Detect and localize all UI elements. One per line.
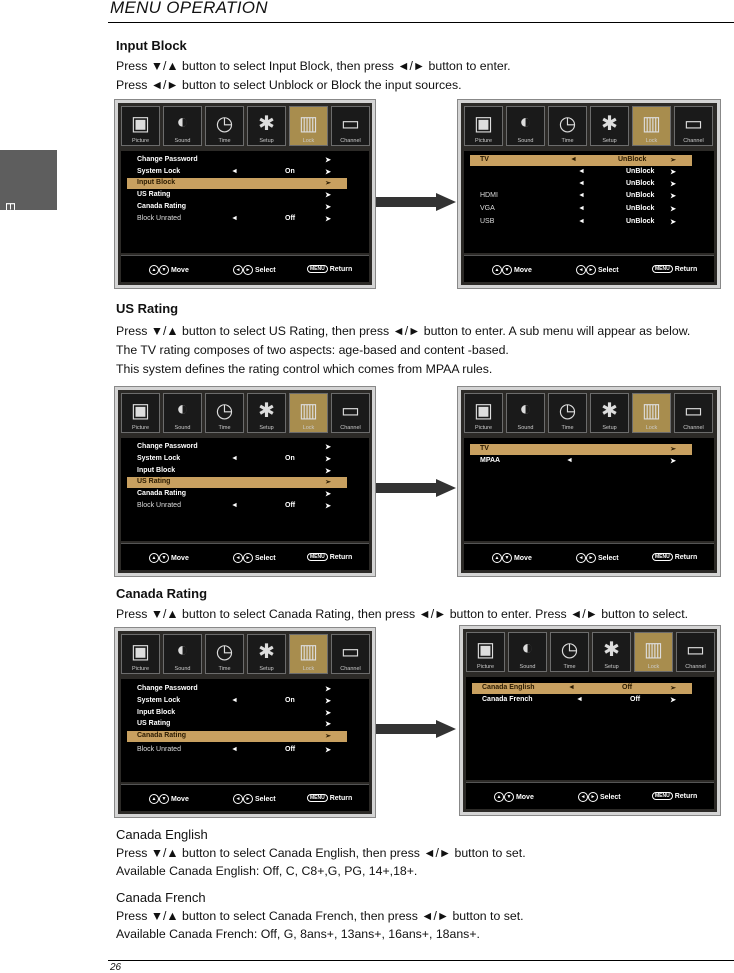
- menu-item-canada-rating[interactable]: Canada Rating ➤: [137, 203, 331, 211]
- flow-arrow-head: [436, 479, 456, 497]
- menu-help-bar: ▲ ▼ Move ◄ ► Select MENU Return: [466, 782, 714, 809]
- lock-menu-screen: [115, 387, 375, 576]
- source-row[interactable]: HDMI ◄ UnBlock ➤: [480, 192, 676, 200]
- source-row[interactable]: VGA ◄ UnBlock ➤: [480, 205, 676, 213]
- time-icon[interactable]: ◷ Time: [205, 634, 244, 674]
- input-block-text-1: Press ▼/▲ button to select Input Block, then press ◄/► button to enter.: [116, 59, 511, 73]
- sound-icon[interactable]: ◐ Sound: [163, 393, 202, 433]
- canada-rating-list: [466, 677, 714, 780]
- header-rule: [108, 22, 734, 23]
- us-rating-screen: [458, 387, 720, 576]
- sound-icon[interactable]: ◐ Sound: [506, 393, 545, 433]
- menu-item-canada-english[interactable]: Canada English ◄ Off ➢: [472, 683, 692, 694]
- time-icon[interactable]: ◷ Time: [548, 106, 587, 146]
- lock-menu-list: [121, 151, 369, 253]
- sound-icon[interactable]: ◐ Sound: [506, 106, 545, 146]
- source-row[interactable]: ◄ UnBlock ➤: [578, 168, 676, 176]
- menu-item-canada-rating[interactable]: Canada Rating ➢: [127, 731, 347, 742]
- source-row[interactable]: USB ◄ UnBlock ➤: [480, 218, 676, 226]
- menu-item-input-block[interactable]: Input Block ➤: [137, 709, 331, 717]
- menu-help-bar: ▲ ▼ Move ◄ ► Select MENU Return: [121, 543, 369, 570]
- menu-icon-bar: [121, 634, 369, 676]
- lock-icon[interactable]: ▥ Lock: [632, 393, 671, 433]
- picture-icon[interactable]: ▣ Picture: [121, 634, 160, 674]
- section-title-canada-rating: Canada Rating: [116, 586, 208, 601]
- lock-menu-list: [121, 679, 369, 782]
- section-title-input-block: Input Block: [116, 38, 187, 53]
- flow-arrow-head: [436, 193, 456, 211]
- menu-item-block-unrated[interactable]: Block Unrated ◄ Off ➤: [137, 215, 331, 223]
- us-rating-list: [464, 438, 714, 541]
- menu-item-canada-rating[interactable]: Canada Rating ➤: [137, 490, 331, 498]
- sound-icon[interactable]: ◐ Sound: [163, 106, 202, 146]
- picture-icon[interactable]: ▣ Picture: [466, 632, 505, 672]
- setup-icon[interactable]: ✱ Setup: [590, 393, 629, 433]
- lock-menu-screen: [115, 628, 375, 817]
- flow-arrow-head: [436, 720, 456, 738]
- sound-icon[interactable]: ◐ Sound: [508, 632, 547, 672]
- lock-icon[interactable]: ▥ Lock: [289, 106, 328, 146]
- menu-icon-bar: [121, 106, 369, 148]
- input-block-screen: [458, 100, 720, 288]
- canada-rating-text-1: Press ▼/▲ button to select Canada Rating, then press ◄/► button to enter. Press ◄/► button to select.: [116, 607, 689, 621]
- language-tab: [0, 150, 57, 245]
- menu-item-mpaa[interactable]: MPAA ◄ ➤: [480, 457, 676, 465]
- us-rating-text-1: Press ▼/▲ button to select US Rating, then press ◄/► button to enter. A sub menu will appear as below.: [116, 324, 691, 338]
- menu-item-us-rating[interactable]: US Rating ➤: [137, 720, 331, 728]
- canada-french-text-1: Press ▼/▲ button to select Canada French, then press ◄/► button to set.: [116, 909, 524, 923]
- menu-item-tv[interactable]: TV ➢: [470, 444, 692, 455]
- lock-icon[interactable]: ▥ Lock: [632, 106, 671, 146]
- channel-icon[interactable]: ▭ Channel: [331, 634, 370, 674]
- flow-arrow: [376, 197, 438, 207]
- menu-item-block-unrated[interactable]: Block Unrated ◄ Off ➤: [137, 746, 331, 754]
- menu-item-input-block[interactable]: Input Block ➢: [127, 178, 347, 189]
- flow-arrow: [376, 483, 438, 493]
- canada-rating-screen: [460, 626, 720, 815]
- menu-icon-bar: [464, 393, 714, 435]
- time-icon[interactable]: ◷ Time: [550, 632, 589, 672]
- lock-icon[interactable]: ▥ Lock: [289, 393, 328, 433]
- menu-item-input-block[interactable]: Input Block ➤: [137, 467, 331, 475]
- time-icon[interactable]: ◷ Time: [205, 106, 244, 146]
- picture-icon[interactable]: ▣ Picture: [464, 393, 503, 433]
- menu-item-change-password[interactable]: Change Password ➤: [137, 156, 331, 164]
- menu-icon-bar: [121, 393, 369, 435]
- channel-icon[interactable]: ▭ Channel: [674, 393, 713, 433]
- us-rating-text-2: The TV rating composes of two aspects: age-based and content -based.: [116, 343, 509, 357]
- menu-item-us-rating[interactable]: US Rating ➤: [137, 191, 331, 199]
- menu-item-system-lock[interactable]: System Lock ◄ On ➤: [137, 168, 331, 176]
- picture-icon[interactable]: ▣ Picture: [121, 106, 160, 146]
- menu-item-block-unrated[interactable]: Block Unrated ◄ Off ➤: [137, 502, 331, 510]
- channel-icon[interactable]: ▭ Channel: [331, 393, 370, 433]
- menu-item-us-rating[interactable]: US Rating ➢: [127, 477, 347, 488]
- menu-help-bar: ▲ ▼ Move ◄ ► Select MENU Return: [121, 255, 369, 282]
- channel-icon[interactable]: ▭ Channel: [331, 106, 370, 146]
- setup-icon[interactable]: ✱ Setup: [247, 106, 286, 146]
- setup-icon[interactable]: ✱ Setup: [247, 634, 286, 674]
- channel-icon[interactable]: ▭ Channel: [676, 632, 715, 672]
- setup-icon[interactable]: ✱ Setup: [592, 632, 631, 672]
- lock-icon[interactable]: ▥ Lock: [634, 632, 673, 672]
- menu-item-change-password[interactable]: Change Password ➤: [137, 685, 331, 693]
- time-icon[interactable]: ◷ Time: [205, 393, 244, 433]
- time-icon[interactable]: ◷ Time: [548, 393, 587, 433]
- menu-icon-bar: [464, 106, 714, 148]
- us-rating-text-3: This system defines the rating control which comes from MPAA rules.: [116, 362, 493, 376]
- channel-icon[interactable]: ▭ Channel: [674, 106, 713, 146]
- section-title-canada-english: Canada English: [116, 827, 208, 842]
- picture-icon[interactable]: ▣ Picture: [464, 106, 503, 146]
- menu-help-bar: ▲ ▼ Move ◄ ► Select MENU Return: [464, 255, 714, 282]
- source-row[interactable]: ◄ UnBlock ➤: [578, 180, 676, 188]
- menu-help-bar: ▲ ▼ Move ◄ ► Select MENU Return: [121, 784, 369, 811]
- menu-item-system-lock[interactable]: System Lock ◄ On ➤: [137, 697, 331, 705]
- page-header: MENU OPERATION: [110, 0, 268, 17]
- input-block-text-2: Press ◄/► button to select Unblock or Block the input sources.: [116, 78, 462, 92]
- menu-item-change-password[interactable]: Change Password ➤: [137, 443, 331, 451]
- menu-icon-bar: [466, 632, 714, 674]
- sound-icon[interactable]: ◐ Sound: [163, 634, 202, 674]
- footer-rule: [108, 960, 734, 961]
- canada-english-text-2: Available Canada English: Off, C, C8+,G, PG, 14+,18+.: [116, 864, 418, 878]
- canada-english-text-1: Press ▼/▲ button to select Canada English, then press ◄/► button to set.: [116, 846, 526, 860]
- lock-menu-screen: [115, 100, 375, 288]
- menu-help-bar: ▲ ▼ Move ◄ ► Select MENU Return: [464, 543, 714, 570]
- setup-icon[interactable]: ✱ Setup: [247, 393, 286, 433]
- language-tab-label: English: [3, 202, 18, 245]
- lock-icon[interactable]: ▥ Lock: [289, 634, 328, 674]
- setup-icon[interactable]: ✱ Setup: [590, 106, 629, 146]
- picture-icon[interactable]: ▣ Picture: [121, 393, 160, 433]
- menu-item-system-lock[interactable]: System Lock ◄ On ➤: [137, 455, 331, 463]
- flow-arrow: [376, 724, 438, 734]
- section-title-canada-french: Canada French: [116, 890, 206, 905]
- source-row[interactable]: TV ◄ UnBlock ➢: [470, 155, 692, 166]
- page-number: 26: [110, 962, 122, 973]
- input-source-list: [464, 151, 714, 253]
- canada-french-text-2: Available Canada French: Off, G, 8ans+, 13ans+, 16ans+, 18ans+.: [116, 927, 480, 941]
- lock-menu-list: [121, 438, 369, 541]
- menu-item-canada-french[interactable]: Canada French ◄ Off ➤: [482, 696, 676, 704]
- section-title-us-rating: US Rating: [116, 301, 179, 316]
